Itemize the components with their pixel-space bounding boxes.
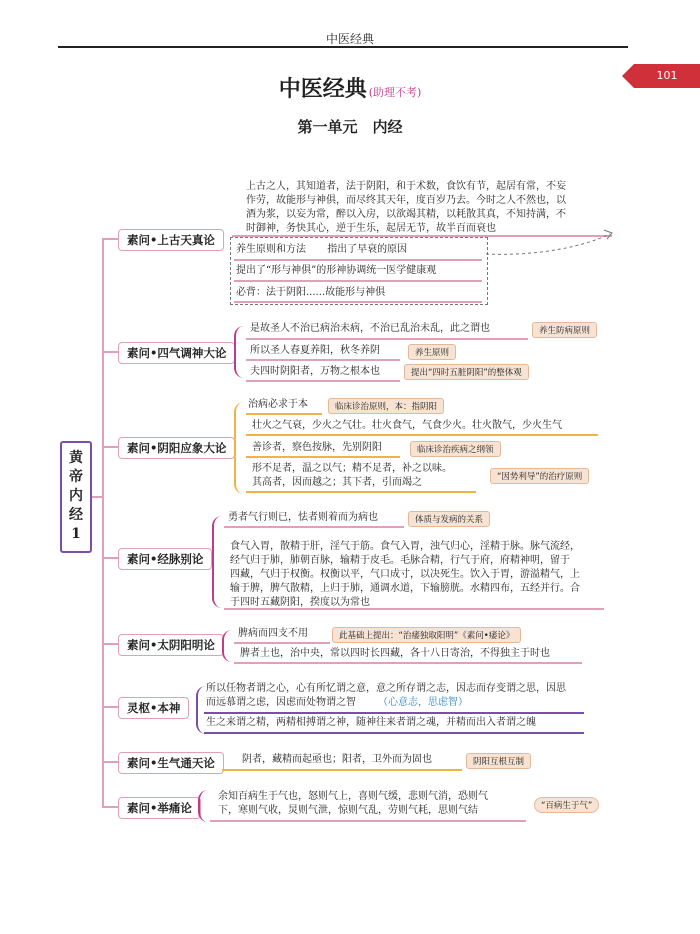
branch-connector <box>102 446 118 448</box>
unit-heading: 第一单元 内经 <box>297 118 403 136</box>
s1-note-2: 提出了“形与神俱”的形神协调统一医学健康观 <box>236 265 437 276</box>
s2-tag-2: 养生原则 <box>408 344 456 360</box>
s3-bracket <box>234 402 246 494</box>
s4-line: 四藏，气归于权衡。权衡以平，气口成寸，以决死生。饮入于胃，游溢精气，上 <box>230 569 580 580</box>
trunk-line <box>102 238 104 806</box>
s4-underline-2 <box>224 608 604 610</box>
s3-line-4: 形不足者，温之以气；精不足者，补之以味。 <box>252 463 452 474</box>
s6-line-2: 生之来谓之精，两精相搏谓之神，随神往来者谓之魂，并精而出入者谓之魄 <box>206 717 536 728</box>
s1-line: 上古之人，其知道者，法于阴阳，和于术数，食饮有节，起居有常，不妄 <box>246 181 566 192</box>
s2-underline-3 <box>246 380 400 382</box>
s3-underline-5 <box>246 491 476 493</box>
root-node <box>60 441 92 553</box>
s7-tag-1: 阴阳互根互制 <box>466 753 531 769</box>
s4-line-1: 勇者气行则已，怯者则着而为病也 <box>228 512 378 523</box>
s4-bracket <box>212 516 224 608</box>
s1-note-1a: 养生原则和方法 <box>236 244 306 255</box>
s3-line-5: 其高者，因而越之；其下者，引而竭之 <box>252 477 422 488</box>
s3-tag-1: 临床诊治原则，本：指阴阳 <box>328 398 444 414</box>
s4-line: 经气归于肺，肺朝百脉，输精于皮毛。毛脉合精，行气于府，府精神明，留于 <box>230 555 570 566</box>
root-char: 经 <box>69 507 83 523</box>
s6-note: （心意志，思虑智） <box>378 697 468 708</box>
root-connector <box>92 496 102 498</box>
s1-note-1b: 指出了早衰的原因 <box>327 244 408 255</box>
s6-line <box>206 696 566 710</box>
s1-line: 作劳，故能形与神俱，而尽终其天年，度百岁乃去。今时之人不然也，以 <box>246 195 566 206</box>
node-shanggu-tianzhen: 素问•上古天真论 <box>118 229 224 251</box>
s8-tag-1: “百病生于气” <box>534 797 599 813</box>
node-jutong-lun: 素问•举痛论 <box>118 797 201 819</box>
s4-text-block <box>230 540 580 610</box>
s8-text-block <box>218 790 488 818</box>
s6-line: 所以任物者谓之心，心有所忆谓之意，意之所存谓之志，因志而存变谓之思，因思 <box>206 683 566 694</box>
s5-underline-2 <box>234 662 582 664</box>
node-jingmai-bielun: 素问•经脉别论 <box>118 548 212 570</box>
s3-tag-5: “因势利导”的治疗原则 <box>490 468 589 484</box>
s8-line: 下，寒则气收，炅则气泄，惊则气乱，劳则气耗，思则气结 <box>218 805 478 816</box>
s2-underline-1 <box>246 338 528 340</box>
branch-connector <box>102 761 118 763</box>
s6-underline-1 <box>204 712 584 714</box>
page-title-sub: (助理不考) <box>368 86 422 99</box>
s3-tag-3: 临床诊治疾病之纲领 <box>410 441 501 457</box>
s1-line: 酒为浆，以妄为常，醉以入房，以欲竭其精，以耗散其真，不知持满，不 <box>246 209 566 220</box>
node-shengqi-tongtian: 素问•生气通天论 <box>118 752 224 774</box>
root-char: 1 <box>71 526 81 542</box>
page-number-tab: 101 <box>634 64 700 88</box>
s2-line-3: 夫四时阴阳者，万物之根本也 <box>250 366 380 377</box>
branch-connector <box>102 643 118 645</box>
s3-underline-1 <box>246 413 322 415</box>
branch-connector <box>102 806 118 808</box>
s2-line-2: 所以圣人春夏养阳，秋冬养阴 <box>250 345 380 356</box>
s5-bracket <box>222 630 234 662</box>
s7-underline-1 <box>222 769 462 771</box>
s4-underline-1 <box>224 526 404 528</box>
s6-text-block <box>206 682 566 710</box>
s2-bracket <box>234 326 246 378</box>
s1-note-1 <box>236 243 407 257</box>
node-siqi-tiaoshen: 素问•四气调神大论 <box>118 342 235 364</box>
root-char: 黄 <box>69 450 83 466</box>
root-char: 内 <box>69 488 83 504</box>
s2-line-1: 是故圣人不治已病治未病，不治已乱治未乱，此之谓也 <box>250 323 490 334</box>
branch-connector <box>102 238 118 240</box>
s1-note-3: 必背：法于阴阳......故能形与神俱 <box>236 287 386 298</box>
s3-line-3: 善诊者，察色按脉，先别阴阳 <box>252 442 382 453</box>
page-title-main: 中医经典 <box>278 76 367 102</box>
s1-note-2-underline <box>234 280 482 282</box>
branch-connector <box>102 351 118 353</box>
s8-line: 余知百病生于气也，怒则气上，喜则气缓，悲则气消，恐则气 <box>218 791 488 802</box>
header-rule <box>58 46 628 48</box>
s3-line-2: 壮火之气衰，少火之气壮。壮火食气，气食少火。壮火散气，少火生气 <box>252 420 562 431</box>
s8-bracket <box>198 790 210 822</box>
s3-underline-3 <box>246 456 400 458</box>
s4-line: 食气入胃，散精于肝，淫气于筋。食气入胃，浊气归心，淫精于脉。脉气流经， <box>230 541 580 552</box>
s2-tag-1: 养生防病原则 <box>532 322 597 338</box>
running-header: 中医经典 <box>325 32 374 46</box>
s4-line: 输于脾，脾气散精，上归于肺，通调水道，下输膀胱。水精四布，五经并行。合 <box>230 583 580 594</box>
node-yinyang-yingxiang: 素问•阴阳应象大论 <box>118 437 235 459</box>
node-taiyin-yangming: 素问•太阴阳明论 <box>118 634 224 656</box>
s4-line: 于四时五藏阴阳，揆度以为常也 <box>230 597 370 608</box>
s5-underline-1 <box>234 642 330 644</box>
s4-tag-1: 体质与发病的关系 <box>408 511 490 527</box>
s1-dashed-arrow <box>486 226 616 258</box>
root-char: 帝 <box>69 469 83 485</box>
s5-line-1: 脾病而四支不用 <box>238 628 308 639</box>
s6-underline-2 <box>204 732 584 734</box>
s2-tag-3: 提出“四时五脏阴阳”的整体观 <box>404 364 529 380</box>
node-lingshu-benshen: 灵枢•本神 <box>118 697 189 719</box>
s3-underline-2 <box>246 434 598 436</box>
s7-line-1: 阴者，藏精而起亟也；阳者，卫外而为固也 <box>242 754 432 765</box>
s6-line-b: 而远慕谓之虑，因虑而处物谓之智 <box>206 697 356 708</box>
s3-line-1: 治病必求于本 <box>248 399 308 410</box>
branch-connector <box>102 706 118 708</box>
s5-tag-1: 此基础上提出：“治痿独取阳明”《素问•痿论》 <box>332 627 521 643</box>
s2-underline-2 <box>246 359 400 361</box>
s1-line: 时御神，务快其心，逆于生乐，起居无节，故半百而衰也 <box>246 223 496 234</box>
s1-note-3-underline <box>234 301 482 303</box>
s8-underline-1 <box>210 820 526 822</box>
page-title <box>0 72 700 103</box>
branch-connector <box>102 557 118 559</box>
s5-line-2: 脾者土也，治中央，常以四时长四藏，各十八日寄治，不得独主于时也 <box>240 648 550 659</box>
s1-note-1-underline <box>234 259 482 261</box>
